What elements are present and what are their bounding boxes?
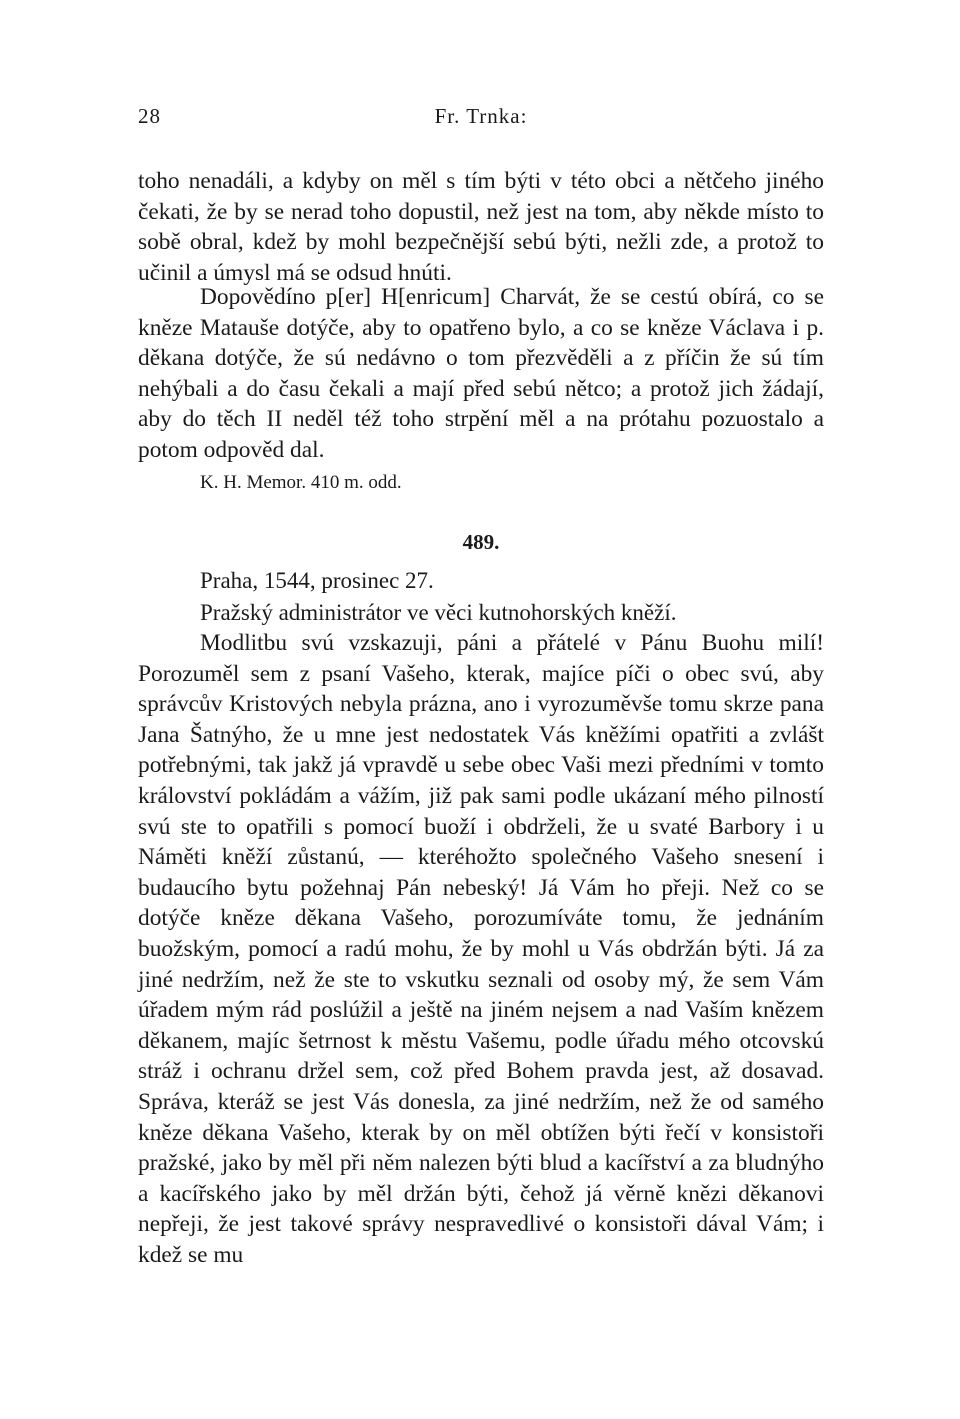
document-body-paragraph: Modlitbu svú vzskazuji, páni a přátelé v Pánu Buohu milí! Porozuměl sem z psaní Vašeho, kterak, majíce píči o obec svú, aby správcův Kristových nebyla prázna, ano i vyrozuměvše tomu skrze pana Jana Šatnýho, že u mne jest nedostatek Vás kněžími opatřiti a zvlášt potřebnými, tak jakž já vpravdě u sebe obec Vaši mezi předními v tomto království pokládám a vážím, již pak sami podle ukázaní mého pilností svú ste to opatřili s pomocí buoží i obdrželi, že u svaté Barbory i u Náměti kněží zůstanú, — kteréhožto společného Vašeho snesení i budaucího bytu požehnaj Pán nebeský! Já Vám ho přeji. Než co se dotýče kněze děkana Vašeho, porozumíváte tomu, že jednáním buožským, pomocí a radú mohu, že by mohl u Vás obdržán býti. Já za jiné nedržím, než že ste to vskutku seznali od osoby mý, že sem Vám úřadem mým rád poslúžil a ještě na jiném nejsem a nad Vaším knězem děkanem, majíc šetrnost k městu Vašemu, podle úřadu mého otcovskú stráž i ochranu držel sem, což před Bohem pravda jest, až dosavad. Správa, kteráž se jest Vás donesla, za jiné nedržím, než že od samého kněze děkana Vašeho, kterak by on měl obtížen býti řečí v konsistoři pražské, jako by měl při něm nalezen býti blud a kacířství a za bludnýho a kacířského jako by měl držán býti, čehož já věrně knězi děkanovi nepřeji, že jest takové správy nespravedlivé o konsistoři dával Vám; i kdež se mu	[138, 630, 824, 1268]
continuation-text-2	[138, 282, 824, 466]
document-body	[138, 628, 824, 1270]
continuation-text	[138, 166, 824, 288]
document-place-date: Praha, 1544, prosinec 27.	[200, 568, 434, 593]
continuation-paragraph-1: toho nenadáli, a kdyby on měl s tím býti v této obci a nětčeho jiného čekati, že by se nerad toho dopustil, než jest na tom, aby někde místo to sobě obral, kdež by mohl bezpečnější sebú býti, nežli zde, a protož to učinil a úmysl má se odsud hnúti.	[138, 168, 824, 286]
document-summary: Pražský administrátor ve věci kutnohorských kněží.	[200, 600, 677, 625]
running-head	[138, 104, 824, 134]
continuation-paragraph-2: Dopovědíno p[er] H[enricum] Charvát, že se cestú obírá, co se kněze Matauše dotýče, aby to opatřeno bylo, a co se kněze Václava i p. děkana dotýče, že sú nedávno o tom přezvěděli a z příčin že sú tím nehýbali a do času čekali a mají před sebú nětco; a protož jich žádají, aby do těch II neděl též toho strpění měl a na prótahu pozuostalo a potom odpověd dal.	[138, 284, 824, 463]
document-number: 489.	[462, 530, 500, 554]
page-number: 28	[138, 104, 161, 128]
running-title: Fr. Trnka:	[434, 104, 528, 128]
source-reference: K. H. Memor. 410 m. odd.	[200, 472, 402, 493]
